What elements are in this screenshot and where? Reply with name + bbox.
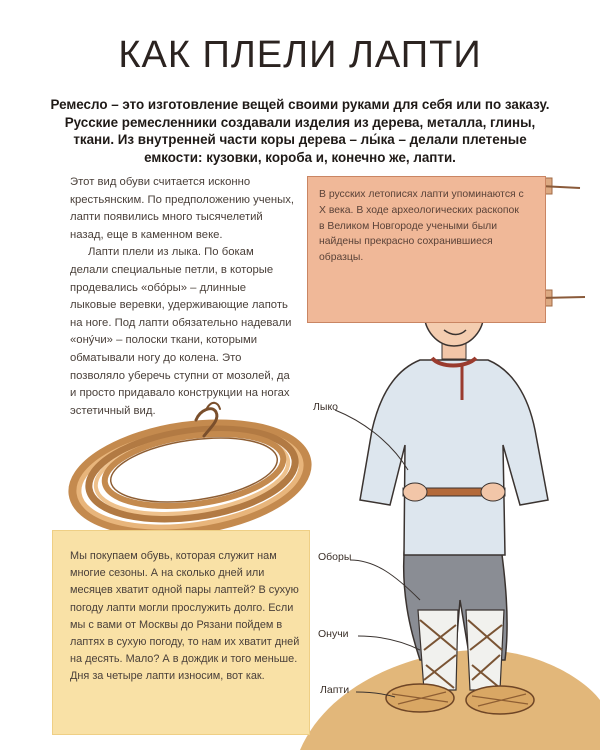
scroll-note-text: В русских летописях лапти упоминаются с X века. В ходе археологических раскопок в Великом Новгороде учеными были найдены прекрасно сохранившиеся образцы.	[319, 189, 524, 264]
scroll-string-bottom	[540, 297, 585, 298]
sticky-note	[52, 530, 310, 735]
peasant-boy-illustration	[360, 270, 548, 714]
label-lapti: Лапти	[320, 684, 350, 696]
page-title: КАК ПЛЕЛИ ЛАПТИ	[118, 34, 482, 76]
label-lyko: Лыко	[313, 401, 338, 413]
main-text	[70, 174, 295, 420]
intro-paragraph: Ремесло – это изготовление вещей своими руками для себя или по заказу. Русские ремесленники создавали изделия из дерева, металла, глины, ткани. Из внутренней части коры дерева – лы́ка – делали плетеные емкости: кузовки, короба и, конечно же, лапти.	[50, 97, 550, 165]
label-obory: Оборы	[318, 551, 352, 563]
main-paragraph-2: Лапти плели из лыка. По бокам делали специальные петли, в которые продевались «обо́ры» – длинные лыковые веревки, удерживающие лапоть на ноге. Под лапти обязательно надевали «ону́чи» – полоски ткани, которыми обматывали ногу до колена. Это позволяло уберечь ступни от мозолей, да и просто придавало конструкции на ногах эстетичный вид.	[70, 246, 292, 417]
main-paragraph-1: Этот вид обуви считается исконно крестьянским. По предположению ученых, лапти появились много тысячелетий назад, еще в каменном веке.	[70, 176, 295, 241]
leader-onuchi	[358, 636, 420, 650]
scroll-note	[307, 176, 546, 323]
bast-coil-illustration	[66, 403, 314, 546]
sticky-note-text: Мы покупаем обувь, которая служит нам многие сезоны. А на сколько дней или месяцев хватит одной пары лаптей? В сухую погоду лапти могли прослужить долго. Если мы с вами от Москвы до Рязани пойдем в лаптях в сухую погоду, то нам их хватит дней на десять. Мало? А в дождик и того меньше. Дня за четыре лапти износим, вот как.	[70, 550, 300, 683]
label-onuchi: Онучи	[318, 628, 349, 640]
